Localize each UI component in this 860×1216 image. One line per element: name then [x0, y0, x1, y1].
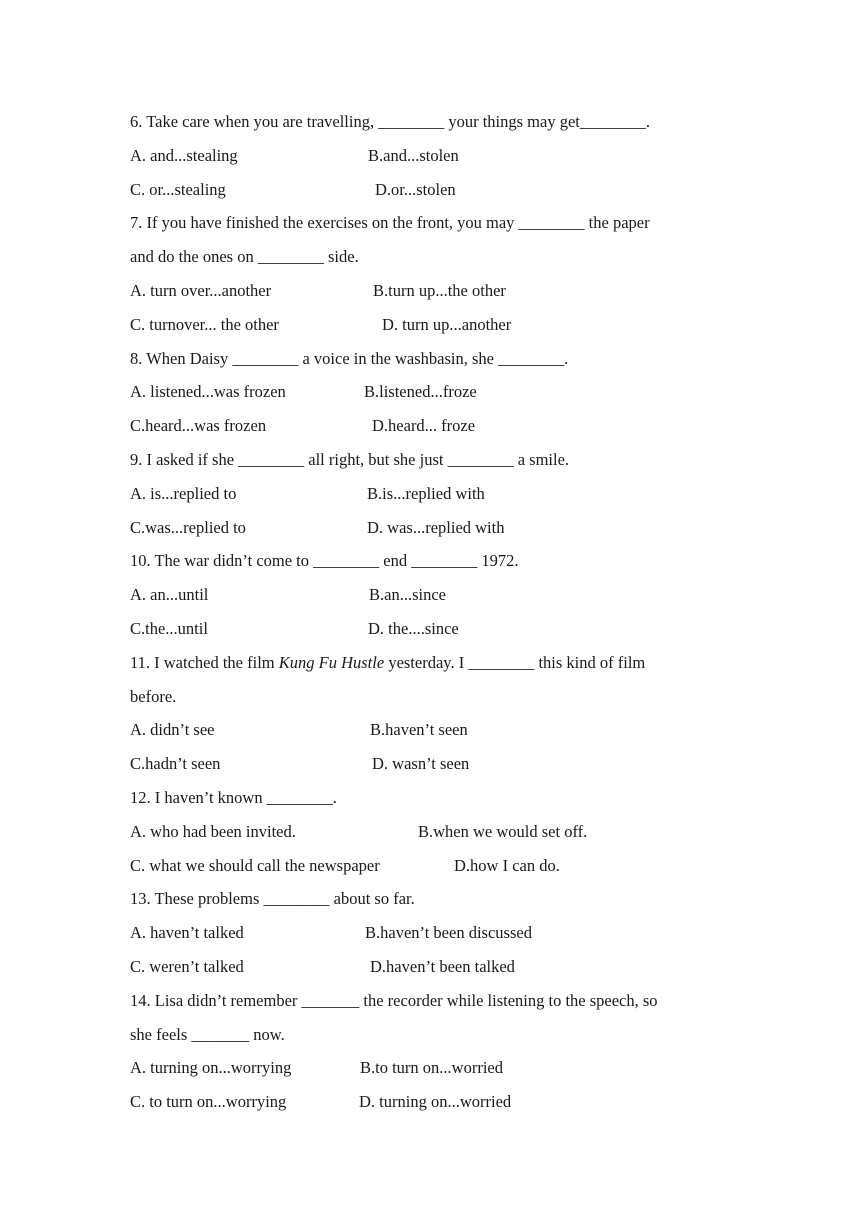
option-c[interactable]: C. turnover... the other [130, 314, 279, 334]
option-c[interactable]: C. to turn on...worrying [130, 1092, 287, 1112]
option-d[interactable]: D. turn up...another [382, 314, 512, 334]
option-c[interactable]: C. what we should call the newspaper [130, 855, 380, 875]
option-d[interactable]: D.how I can do. [454, 855, 560, 875]
option-d[interactable]: D. wasn’t seen [372, 754, 470, 774]
question-13-options-row-2 [130, 950, 750, 984]
question-7-stem: 7. If you have finished the exercises on the front, you may ________ the paper [130, 213, 650, 233]
option-b[interactable]: B.when we would set off. [418, 821, 588, 841]
option-b[interactable]: B.turn up...the other [373, 280, 506, 300]
exercise-page [130, 105, 750, 1119]
question-14-options-row-1 [130, 1051, 750, 1085]
option-c[interactable]: C.hadn’t seen [130, 754, 221, 774]
question-6-options-row-1 [130, 139, 750, 173]
option-c[interactable]: C.the...until [130, 618, 208, 638]
question-13-options-row-1 [130, 916, 750, 950]
question-9-options-row-2 [130, 511, 750, 545]
option-d[interactable]: D. was...replied with [367, 517, 505, 537]
option-b[interactable]: B.haven’t been discussed [365, 923, 532, 943]
option-a[interactable]: A. an...until [130, 585, 209, 605]
option-b[interactable]: B.haven’t seen [370, 720, 468, 740]
question-14-stem: 14. Lisa didn’t remember _______ the recorder while listening to the speech, so [130, 990, 658, 1010]
option-b[interactable]: B.an...since [369, 585, 446, 605]
option-d[interactable]: D. turning on...worried [359, 1092, 512, 1112]
option-a[interactable]: A. is...replied to [130, 483, 237, 503]
question-8-options-row-1 [130, 375, 750, 409]
question-12-options-row-2 [130, 849, 750, 883]
film-title: Kung Fu Hustle [278, 652, 385, 672]
option-b[interactable]: B.listened...froze [364, 382, 477, 402]
option-a[interactable]: A. and...stealing [130, 145, 238, 165]
option-c[interactable]: C. or...stealing [130, 179, 226, 199]
question-14-stem-cont: she feels _______ now. [130, 1024, 285, 1044]
option-d[interactable]: D.or...stolen [375, 179, 456, 199]
option-d[interactable]: D.haven’t been talked [370, 956, 515, 976]
question-11-stem-after: yesterday. I ________ this kind of film [384, 652, 646, 672]
question-11-stem-cont: before. [130, 686, 177, 706]
option-d[interactable]: D.heard... froze [372, 416, 476, 436]
question-10-options-row-1 [130, 578, 750, 612]
question-11-options-row-2 [130, 747, 750, 781]
question-9-options-row-1 [130, 477, 750, 511]
option-c[interactable]: C.was...replied to [130, 517, 246, 537]
question-14-options-row-2 [130, 1085, 750, 1119]
question-13-stem: 13. These problems ________ about so far. [130, 889, 415, 909]
option-a[interactable]: A. didn’t see [130, 720, 215, 740]
option-a[interactable]: A. listened...was frozen [130, 382, 286, 402]
question-7-options-row-1 [130, 274, 750, 308]
question-7-options-row-2 [130, 308, 750, 342]
question-11-options-row-1 [130, 713, 750, 747]
option-a[interactable]: A. who had been invited. [130, 821, 296, 841]
question-8-options-row-2 [130, 409, 750, 443]
option-b[interactable]: B.to turn on...worried [360, 1058, 503, 1078]
question-7-stem-cont: and do the ones on ________ side. [130, 247, 359, 267]
option-a[interactable]: A. haven’t talked [130, 923, 244, 943]
option-c[interactable]: C. weren’t talked [130, 956, 244, 976]
question-10-stem: 10. The war didn’t come to ________ end ________ 1972. [130, 551, 519, 571]
option-b[interactable]: B.is...replied with [367, 483, 485, 503]
question-11-stem-before: 11. I watched the film [130, 652, 279, 672]
question-9-stem: 9. I asked if she ________ all right, but she just ________ a smile. [130, 449, 570, 469]
question-6-options-row-2 [130, 173, 750, 207]
question-8-stem: 8. When Daisy ________ a voice in the washbasin, she ________. [130, 348, 569, 368]
option-d[interactable]: D. the....since [368, 618, 459, 638]
question-6-stem: 6. Take care when you are travelling, ________ your things may get________. [130, 112, 650, 131]
question-12-stem: 12. I haven’t known ________. [130, 787, 337, 807]
option-c[interactable]: C.heard...was frozen [130, 416, 267, 436]
option-a[interactable]: A. turn over...another [130, 280, 272, 300]
question-11-stem [130, 646, 750, 680]
question-12-options-row-1 [130, 815, 750, 849]
option-a[interactable]: A. turning on...worrying [130, 1058, 292, 1078]
question-10-options-row-2 [130, 612, 750, 646]
option-b[interactable]: B.and...stolen [368, 145, 459, 165]
